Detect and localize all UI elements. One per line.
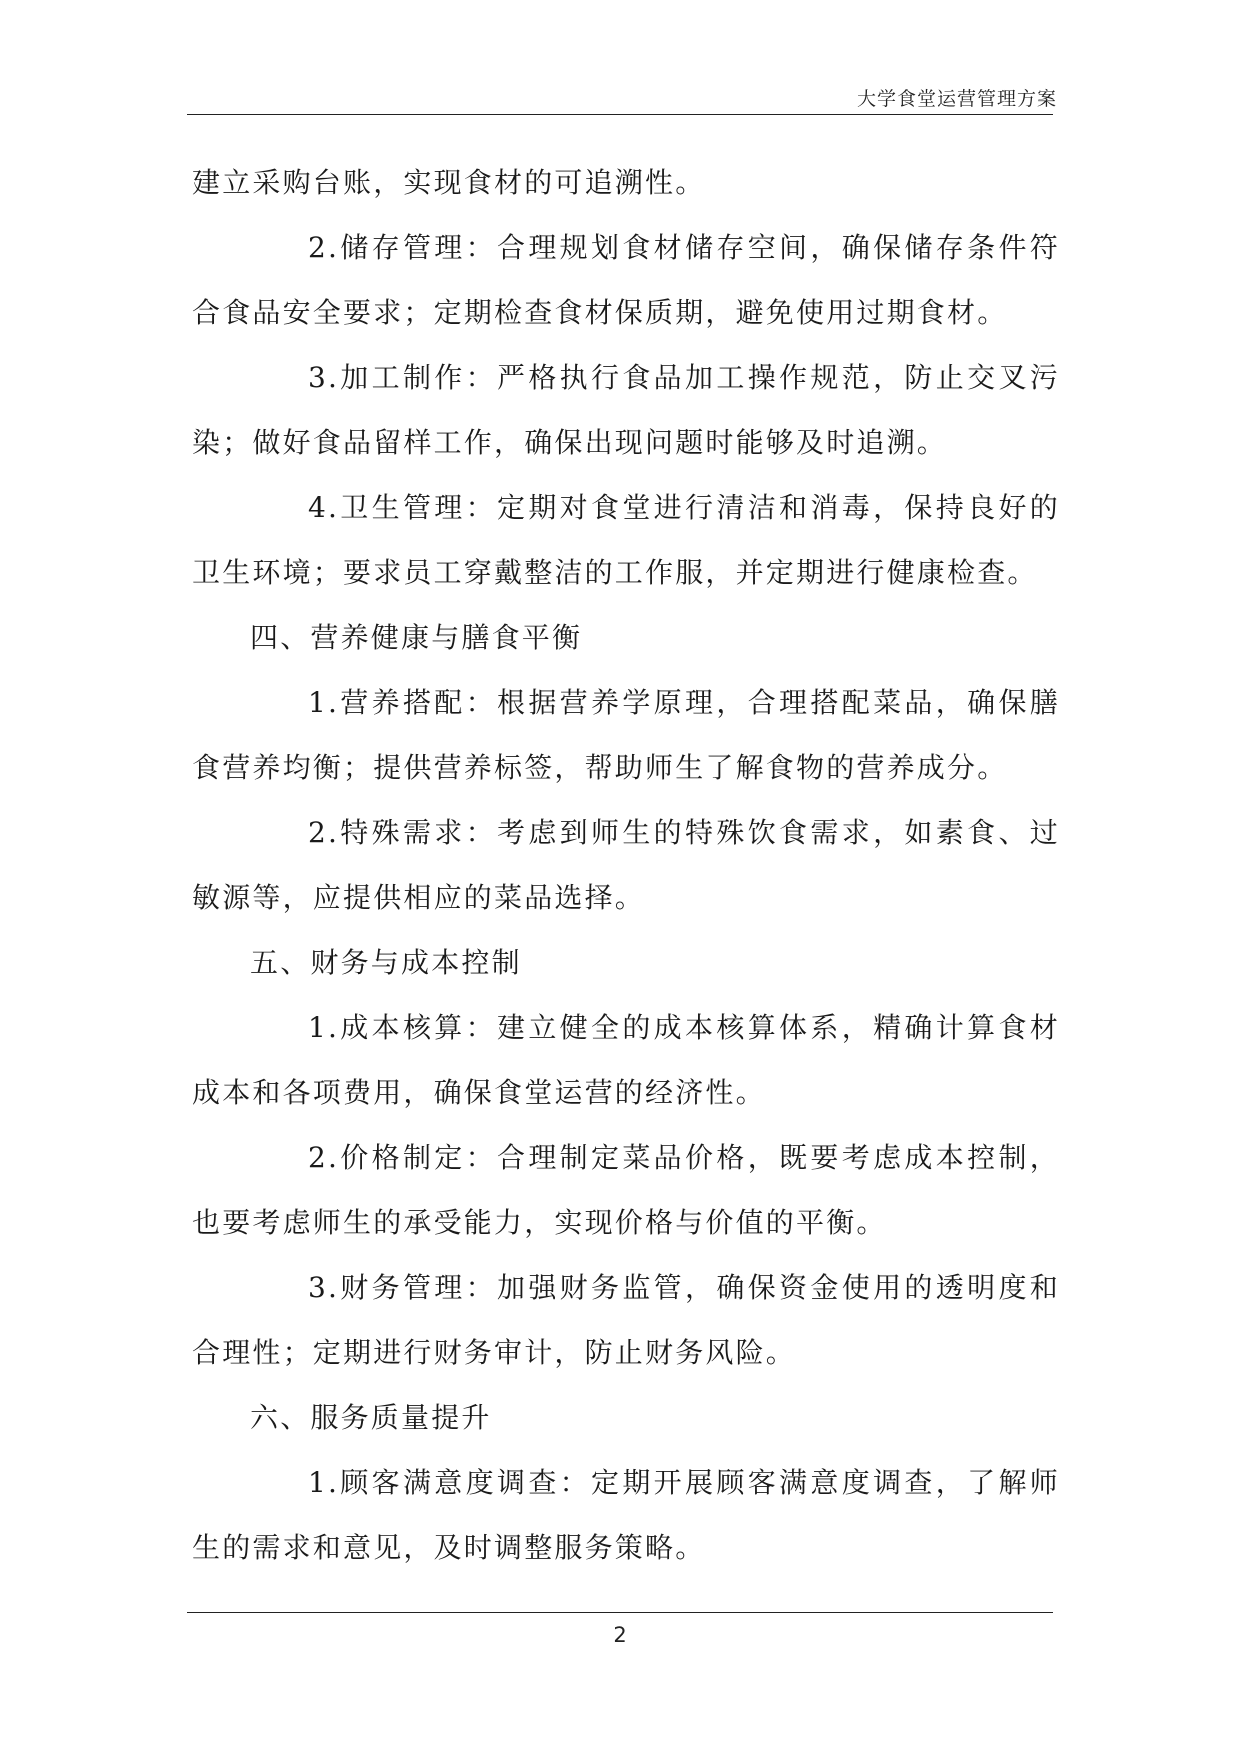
running-header-title: 大学食堂运营管理方案 <box>856 88 1057 110</box>
paragraph-12: 1.顾客满意度调查：定期开展顾客满意度调查，了解师生的需求和意见，及时调整服务策略。 <box>192 1466 1060 1564</box>
paragraph-9: 2.价格制定：合理制定菜品价格，既要考虑成本控制，也要考虑师生的承受能力，实现价格与价值的平衡。 <box>192 1141 1060 1239</box>
section-heading-4: 四、营养健康与膳食平衡 <box>250 621 583 654</box>
paragraph-8: 1.成本核算：建立健全的成本核算体系，精确计算食材成本和各项费用，确保食堂运营的经济性。 <box>192 1011 1060 1109</box>
paragraph-0: 建立采购台账，实现食材的可追溯性。 <box>192 166 706 199</box>
paragraph-5: 1.营养搭配：根据营养学原理，合理搭配菜品，确保膳食营养均衡；提供营养标签，帮助师生了解食物的营养成分。 <box>192 686 1060 784</box>
section-heading-6: 六、服务质量提升 <box>250 1401 492 1434</box>
paragraph-2: 3.加工制作：严格执行食品加工操作规范，防止交叉污染；做好食品留样工作，确保出现问题时能够及时追溯。 <box>192 361 1060 459</box>
document-body <box>192 150 1060 1580</box>
header-divider <box>187 114 1053 115</box>
paragraph-3: 4.卫生管理：定期对食堂进行清洁和消毒，保持良好的卫生环境；要求员工穿戴整洁的工作服，并定期进行健康检查。 <box>192 491 1060 589</box>
footer-divider <box>187 1612 1053 1613</box>
paragraph-6: 2.特殊需求：考虑到师生的特殊饮食需求，如素食、过敏源等，应提供相应的菜品选择。 <box>192 816 1060 914</box>
section-heading-5: 五、财务与成本控制 <box>250 946 522 979</box>
paragraph-1: 2.储存管理：合理规划食材储存空间，确保储存条件符合食品安全要求；定期检查食材保质期，避免使用过期食材。 <box>192 231 1060 329</box>
page-number: 2 <box>613 1623 627 1647</box>
paragraph-10: 3.财务管理：加强财务监管，确保资金使用的透明度和合理性；定期进行财务审计，防止财务风险。 <box>192 1271 1060 1369</box>
